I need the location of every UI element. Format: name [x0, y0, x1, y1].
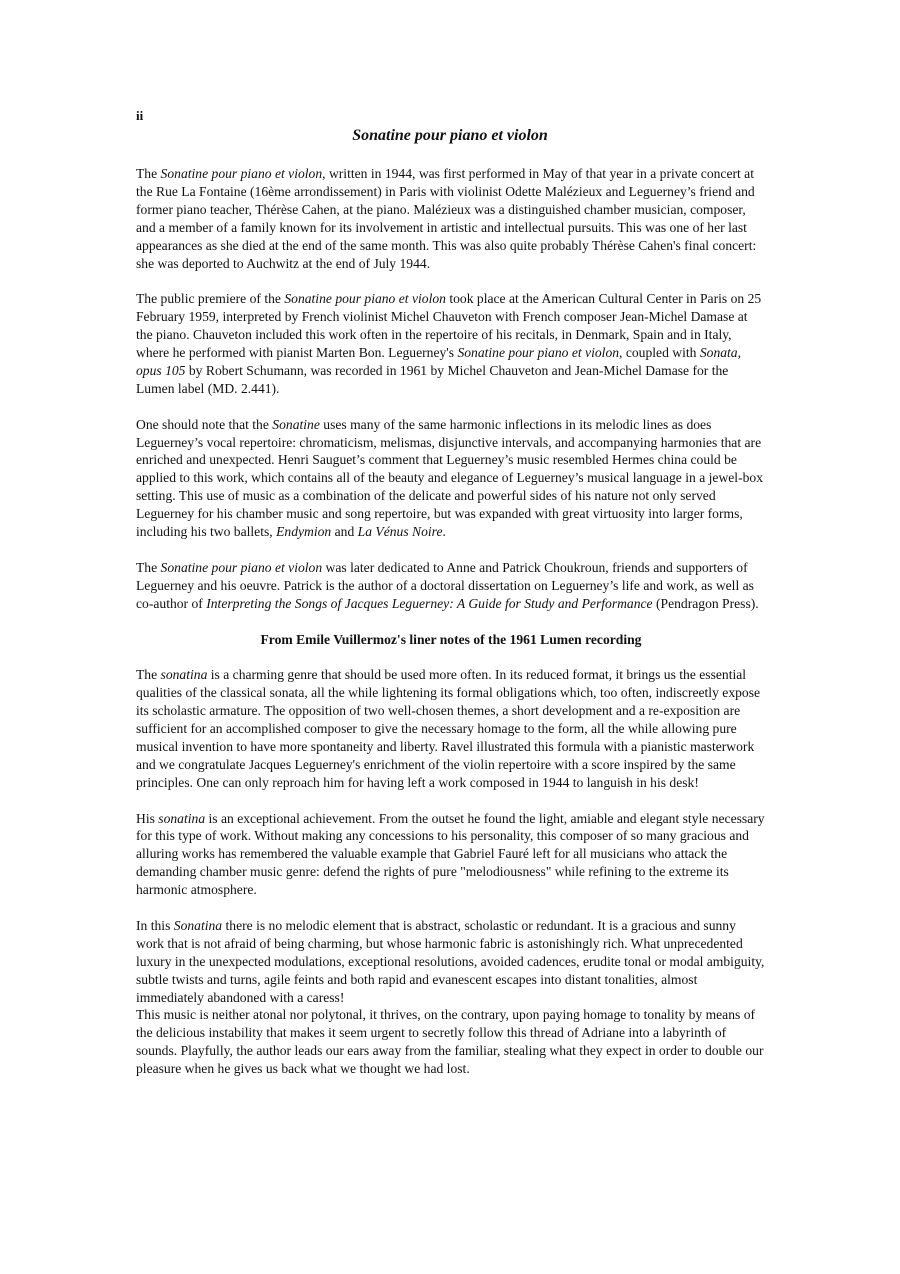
page-title: Sonatine pour piano et violon [352, 127, 548, 144]
italic-text-run: Sonatine pour piano et violon [457, 345, 620, 361]
text-run: took place at the American Cultural Center in Paris on 25 February 1959, interpreted by French violinist Michel Chauveton with French composer Jean-Michel Damase at the piano. Chauveton included this work often in the repertoire of his recitals, in Denmark, Spain and in Italy, where he performed with pianist Marten Bon. Leguerney's [136, 291, 762, 361]
italic-text-run: Sonatine pour piano et violon [284, 291, 446, 307]
paragraph-exceptional-achievement [136, 810, 766, 900]
text-run: One should note that the [136, 416, 273, 432]
italic-text-run: Sonatina [173, 917, 223, 933]
text-run: was later dedicated to Anne and Patrick Choukroun, friends and supporters of Leguerney and his oeuvre. Patrick is the author of a doctoral dissertation on Leguerney’s life and work, as well as co-author of [136, 559, 754, 611]
paragraph-tonality [136, 1006, 766, 1078]
text-run: This music is neither atonal nor polytonal, it thrives, on the contrary, upon paying homage to tonality by means of the delicious instability that makes it seem urgent to secretly follow this thread of Adriane into a labyrinth of sounds. Playfully, the author leads our ears away from the familiar, stealing what they expect in order to double our pleasure when he gives us back what we thought we had lost. [136, 1007, 764, 1077]
paragraph-public-premiere [136, 290, 766, 397]
paragraph-melodic-element [136, 917, 766, 1007]
section-heading: From Emile Vuillermoz's liner notes of the 1961 Lumen recording [260, 631, 642, 647]
text-run: . [442, 524, 446, 540]
text-run: by Robert Schumann, was recorded in 1961 by Michel Chauveton and Jean-Michel Damase for the Lumen label (MD. 2.441). [136, 362, 729, 396]
italic-text-run: Sonatine pour piano et violon [160, 559, 323, 575]
paragraph-first-performance [136, 165, 766, 272]
text-run: The public premiere of the [136, 291, 285, 307]
text-run: The [136, 559, 161, 575]
text-run: , written in 1944, was first performed in May of that year in a private concert at the Rue La Fontaine (16ème arrondissement) in Paris with violinist Odette Malézieux and Leguerney’s friend and former piano teacher, Thérèse Cahen, at the piano. Malézieux was a distinguished chamber musician, composer, and a member of a family known for its involvement in artistic and intellectual pursuits. This was one of her last appearances as she died at the end of the same month. This was also quite probably Thérèse Cahen's final concert: she was deported to Auchwitz at the end of July 1944. [136, 166, 757, 271]
italic-text-run: Sonatine [272, 416, 320, 432]
italic-text-run: Sonata, opus 105 [136, 345, 742, 378]
text-run: uses many of the same harmonic inflections in its melodic lines as does Leguerney’s vocal repertoire: chromaticism, melismas, disjunctive intervals, and accompanying harmonies that are enriched and unexpected. Henri Sauguet’s comment that Leguerney’s music resembled Hermes china could be applied to this work, which contains all of the beauty and elegance of Leguerney’s musical language in a jewel-box setting. This use of music as a combination of the delicate and powerful sides of his nature not only served Leguerney for his chamber music and song repertoire, but was expanded with great virtuosity into larger forms, including his two ballets, [136, 416, 763, 540]
text-run: , coupled with [619, 345, 700, 361]
paragraph-harmonic-inflections [136, 416, 766, 541]
paragraph-dedication [136, 559, 766, 613]
italic-text-run: Endymion [276, 524, 332, 540]
italic-text-run: sonatina [160, 667, 208, 683]
text-run: In this [136, 917, 174, 933]
paragraph-sonatina-genre [136, 666, 766, 791]
italic-text-run: Interpreting the Songs of Jacques Leguerney: A Guide for Study and Performance [206, 595, 653, 611]
italic-text-run: La Vénus Noire [357, 524, 443, 540]
text-run: (Pendragon Press). [652, 595, 759, 611]
text-run: there is no melodic element that is abstract, scholastic or redundant. It is a gracious and sunny work that is not afraid of being charming, but whose harmonic fabric is astonishingly rich. What unprecedented luxury in the unexpected modulations, exceptional resolutions, avoided cadences, erudite tonal or modal ambiguity, subtle twists and turns, agile feints and both rapid and evanescent escapes into distant tonalities, almost immediately abandoned with a caress! [136, 917, 765, 1005]
document-body [136, 165, 766, 1096]
italic-text-run: Sonatine pour piano et violon [160, 166, 323, 181]
text-run: and [331, 524, 358, 540]
italic-text-run: sonatina [158, 810, 206, 826]
page-number: ii [136, 108, 144, 123]
text-run: The [136, 166, 161, 181]
text-run: His [136, 810, 159, 826]
text-run: The [136, 667, 161, 683]
text-run: is a charming genre that should be used more often. In its reduced format, it brings us the essential qualities of the classical sonata, all the while lightening its formal obligations which, too often, indiscreetly expose its scholastic armature. The opposition of two well-chosen themes, a short development and a re-exposition are sufficient for an accomplished composer to give the necessary homage to the form, all the while allowing pure musical invention to have more spontaneity and liberty. Ravel illustrated this formula with a pianistic masterwork and we congratulate Jacques Leguerney's enrichment of the violin repertoire with a score inspired by the same principles. One can only reproach him for having left a work composed in 1944 to languish in his desk! [136, 667, 761, 790]
text-run: is an exceptional achievement. From the outset he found the light, amiable and elegant style necessary for this type of work. Without making any concessions to his personality, this composer of so many gracious and alluring works has remembered the valuable example that Gabriel Fauré left for all musicians who attack the demanding chamber music genre: defend the rights of pure "melodiousness" while refining to the extreme its harmonic atmosphere. [136, 810, 765, 898]
